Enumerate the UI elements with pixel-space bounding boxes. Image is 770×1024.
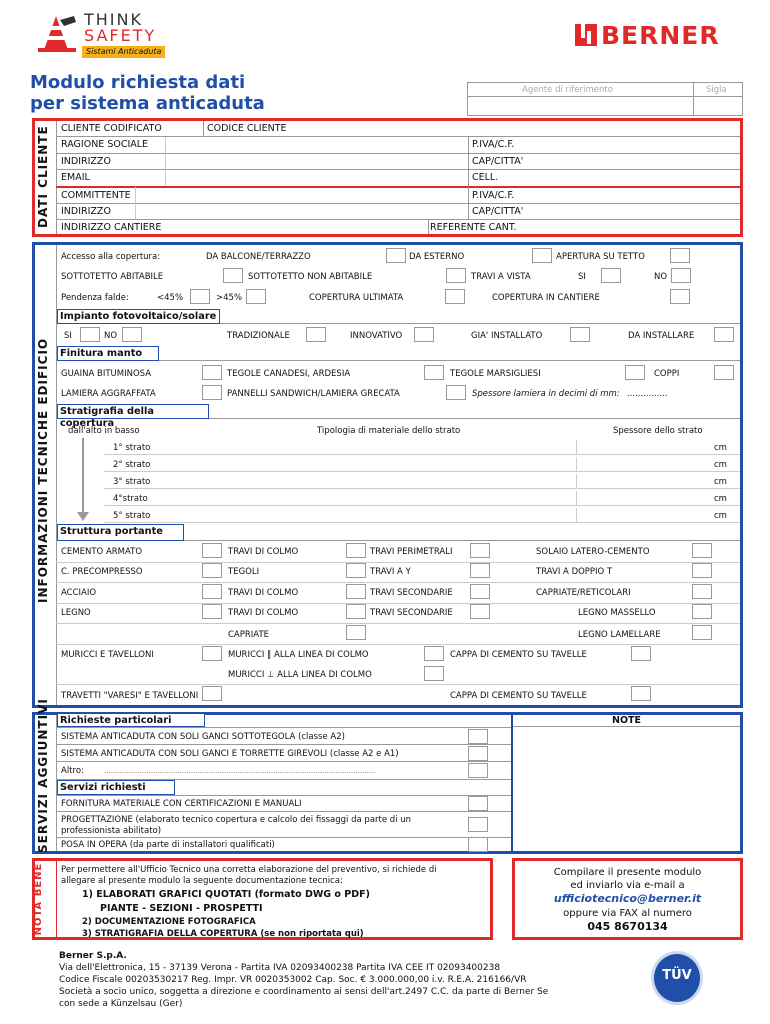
- sigla-field[interactable]: [694, 97, 743, 116]
- pendenza-label: Pendenza falde:: [61, 293, 129, 303]
- cliente-codificato[interactable]: CLIENTE CODIFICATO: [61, 123, 162, 134]
- chk-muricci[interactable]: [202, 646, 222, 661]
- strato-label: 5° strato: [113, 511, 151, 521]
- struttura-option: TRAVI A DOPPIO T: [536, 567, 613, 577]
- chk-muricci-perp[interactable]: [424, 666, 444, 681]
- opt-sott-abit: SOTTOTETTO ABITABILE: [61, 272, 164, 282]
- opt-no: NO: [654, 272, 668, 282]
- struttura-checkbox[interactable]: [470, 543, 490, 558]
- chk-coppi[interactable]: [714, 365, 734, 380]
- strato-label: 1° strato: [113, 443, 151, 453]
- opt-tradizionale: TRADIZIONALE: [227, 331, 290, 341]
- cap-cliente[interactable]: CAP/CITTA': [472, 156, 524, 167]
- chk-apertura[interactable]: [670, 248, 690, 263]
- opt-tegole-can: TEGOLE CANADESI, ARDESIA: [227, 369, 351, 379]
- opt-foto-si: SI: [64, 331, 72, 341]
- logo-tagline: Sistami Anticaduta: [82, 46, 165, 58]
- struttura-checkbox[interactable]: [202, 584, 222, 599]
- chk-lt45[interactable]: [190, 289, 210, 304]
- struttura-checkbox[interactable]: [202, 543, 222, 558]
- altro-label: Altro:: [61, 766, 84, 776]
- struttura-option: TRAVI SECONDARIE: [370, 608, 453, 618]
- struttura-option: CAPRIATE/RETICOLARI: [536, 588, 631, 598]
- indirizzo-cliente[interactable]: INDIRIZZO: [61, 156, 111, 167]
- contact-line-2: ed inviarlo via e-mail a: [570, 880, 685, 891]
- tuv-badge-icon: [651, 951, 703, 1005]
- chk-sott-nonabit[interactable]: [446, 268, 466, 283]
- col-spessore: Spessore dello strato: [613, 426, 703, 436]
- indirizzo-cantiere[interactable]: INDIRIZZO CANTIERE: [61, 222, 162, 233]
- opt-muricci-perp: MURICCI ⊥ ALLA LINEA DI COLMO: [228, 670, 372, 680]
- opt-lt45: <45%: [157, 293, 184, 303]
- contact-line-1: Compilare il presente modulo: [553, 867, 702, 878]
- chk-cappa2[interactable]: [631, 686, 651, 701]
- opt-coppi: COPPI: [654, 369, 680, 379]
- struttura-checkbox[interactable]: [692, 563, 712, 578]
- richiesta-1: SISTEMA ANTICADUTA CON SOLI GANCI SOTTOTEGOLA (classe A2): [61, 732, 345, 742]
- logo-think: THINK: [84, 10, 143, 29]
- servizi-richiesti-heading: Servizi richiesti: [57, 780, 175, 795]
- chk-muricci-colmo[interactable]: [424, 646, 444, 661]
- chk-gt45[interactable]: [246, 289, 266, 304]
- struttura-option: ACCIAIO: [61, 588, 97, 598]
- struttura-checkbox[interactable]: [692, 584, 712, 599]
- opt-balcone: DA BALCONE/TERRAZZO: [206, 252, 311, 262]
- servizio-1: FORNITURA MATERIALE CON CERTIFICAZIONI E MANUALI: [61, 799, 302, 809]
- referente-cantiere[interactable]: REFERENTE CANT.: [430, 222, 517, 233]
- strato-cm-label: cm: [714, 460, 727, 470]
- struttura-option: TEGOLI: [228, 567, 260, 577]
- servizio-2a: PROGETTAZIONE (elaborato tecnico copertura e calcolo dei fissaggi da parte di un: [61, 815, 412, 825]
- strato-label: 3° strato: [113, 477, 151, 487]
- chk-cop-ultimata[interactable]: [445, 289, 465, 304]
- struttura-checkbox[interactable]: [346, 604, 366, 619]
- opt-travi-vista: TRAVI A VISTA: [471, 272, 531, 282]
- chk-richiesta-2[interactable]: [468, 746, 488, 761]
- servizio-2b: professionista abilitato): [61, 826, 162, 836]
- chk-gia-install[interactable]: [570, 327, 590, 342]
- logo-safety: SAFETY: [84, 26, 157, 45]
- cell-field[interactable]: CELL.: [472, 172, 499, 183]
- strato-material-field[interactable]: [200, 440, 570, 454]
- opt-pannelli: PANNELLI SANDWICH/LAMIERA GRECATA: [227, 389, 400, 399]
- col-dall-alto: dall'alto in basso: [68, 426, 140, 436]
- richieste-heading: Richieste particolari: [57, 713, 205, 727]
- servizi-label: SERVIZI AGGIUNTIVI: [36, 698, 50, 853]
- struttura-checkbox[interactable]: [346, 543, 366, 558]
- opt-foto-no: NO: [104, 331, 118, 341]
- chk-balcone[interactable]: [386, 248, 406, 263]
- struttura-option: TRAVI PERIMETRALI: [370, 547, 453, 557]
- cone-icon: [30, 12, 82, 52]
- nota-bene-label: NOTA BENE: [33, 862, 44, 936]
- struttura-option: SOLAIO LATERO-CEMENTO: [536, 547, 650, 557]
- opt-muricci: MURICCI E TAVELLONI: [61, 650, 154, 660]
- info-tecniche-label: INFORMAZIONI TECNICHE EDIFICIO: [36, 337, 50, 603]
- struttura-checkbox[interactable]: [692, 543, 712, 558]
- spessore-lamiera-value[interactable]: ...............: [627, 389, 668, 399]
- berner-wordmark: BERNER: [601, 21, 720, 50]
- opt-cop-cantiere: COPERTURA IN CANTIERE: [492, 293, 600, 303]
- agent-label: Agente di riferimento: [522, 85, 613, 95]
- chk-servizio-3[interactable]: [468, 837, 488, 852]
- accesso-label: Accesso alla copertura:: [61, 252, 161, 262]
- struttura-checkbox[interactable]: [202, 563, 222, 578]
- chk-travi-si[interactable]: [601, 268, 621, 283]
- altro-field[interactable]: ..........................................................................................................................: [104, 767, 376, 775]
- nota-line-1: Per permettere all'Ufficio Tecnico una corretta elaborazione del preventivo, si richiede di: [61, 865, 437, 875]
- struttura-option: CEMENTO ARMATO: [61, 547, 143, 557]
- strato-material-field[interactable]: [200, 508, 570, 522]
- struttura-heading: Struttura portante: [57, 524, 184, 541]
- fotovoltaico-heading: Impianto fotovoltaico/solare: [57, 309, 220, 324]
- struttura-option: TRAVI SECONDARIE: [370, 588, 453, 598]
- dati-cliente-label: DATI CLIENTE: [36, 125, 50, 228]
- opt-guaina: GUAINA BITUMINOSA: [61, 369, 152, 379]
- struttura-option: TRAVI DI COLMO: [228, 608, 299, 618]
- footer-line-2: Codice Fiscale 00203530217 Reg. Impr. VR 0020353002 Cap. Soc. € 3.000.000,00 i.v. R.E.A. 216166/VR: [59, 975, 527, 985]
- chk-travi-no[interactable]: [671, 268, 691, 283]
- struttura-option: C. PRECOMPRESSO: [61, 567, 143, 577]
- struttura-checkbox[interactable]: [202, 604, 222, 619]
- struttura-option: LEGNO: [61, 608, 91, 618]
- note-area[interactable]: [514, 728, 740, 850]
- opt-tegole-mars: TEGOLE MARSIGLIESI: [450, 369, 541, 379]
- opt-muricci-colmo: MURICCI ‖ ALLA LINEA DI COLMO: [228, 650, 369, 660]
- struttura-option: TRAVI DI COLMO: [228, 547, 299, 557]
- codice-cliente[interactable]: CODICE CLIENTE: [207, 123, 287, 134]
- chk-sott-abit[interactable]: [223, 268, 243, 283]
- col-tipologia: Tipologia di materiale dello strato: [317, 426, 461, 436]
- nota-line-2: allegare al presente modulo la seguente documentazione tecnica:: [61, 876, 343, 886]
- struttura-option: LEGNO MASSELLO: [578, 608, 656, 618]
- footer-line-3: Società a socio unico, soggetta a direzione e coordinamento ai sensi dell'art.2497 C.C. da parte di Berner Se: [59, 987, 549, 997]
- think-safety-logo: [30, 12, 175, 60]
- strato-label: 4°strato: [113, 494, 148, 504]
- chk-foto-si[interactable]: [80, 327, 100, 342]
- struttura-option: TRAVI DI COLMO: [228, 588, 299, 598]
- opt-da-install: DA INSTALLARE: [628, 331, 695, 341]
- page-title-1: Modulo richiesta dati: [30, 72, 246, 93]
- chk-servizio-1[interactable]: [468, 796, 488, 811]
- opt-gia-install: GIA' INSTALLATO: [471, 331, 543, 341]
- arrow-head-icon: [77, 512, 89, 522]
- opt-cappa1: CAPPA DI CEMENTO SU TAVELLE: [450, 650, 587, 660]
- opt-lamiera: LAMIERA AGGRAFFATA: [61, 389, 156, 399]
- chk-innovativo[interactable]: [414, 327, 434, 342]
- opt-cappa2: CAPPA DI CEMENTO SU TAVELLE: [450, 691, 587, 701]
- chk-tegole-can[interactable]: [424, 365, 444, 380]
- struttura-checkbox[interactable]: [346, 584, 366, 599]
- chk-capriate[interactable]: [346, 625, 366, 640]
- nota-item-1: 1) ELABORATI GRAFICI QUOTATI (formato DWG o PDF): [82, 889, 370, 900]
- indirizzo-committente[interactable]: INDIRIZZO: [61, 206, 111, 217]
- piva-committente[interactable]: P.IVA/C.F.: [472, 190, 515, 201]
- chk-travetti[interactable]: [202, 686, 222, 701]
- piva-cliente[interactable]: P.IVA/C.F.: [472, 139, 515, 150]
- chk-esterno[interactable]: [532, 248, 552, 263]
- email-field[interactable]: EMAIL: [61, 172, 90, 183]
- opt-capriate: CAPRIATE: [228, 630, 270, 640]
- committente[interactable]: COMMITTENTE: [61, 190, 131, 201]
- strato-cm-label: cm: [714, 494, 727, 504]
- opt-sott-nonabit: SOTTOTETTO NON ABITABILE: [248, 272, 373, 282]
- stratigrafia-heading: Stratigrafia della copertura: [57, 404, 209, 419]
- opt-innovativo: INNOVATIVO: [350, 331, 403, 341]
- ragione-sociale[interactable]: RAGIONE SOCIALE: [61, 139, 149, 150]
- strato-material-field[interactable]: [200, 491, 570, 505]
- chk-da-install[interactable]: [714, 327, 734, 342]
- sigla-label: Sigla: [706, 85, 727, 95]
- richiesta-2: SISTEMA ANTICADUTA CON SOLI GANCI E TORRETTE GIREVOLI (classe A2 e A1): [61, 749, 399, 759]
- opt-travetti: TRAVETTI "VARESI" E TAVELLONI: [61, 691, 199, 701]
- berner-logo: [575, 22, 735, 50]
- struttura-checkbox[interactable]: [470, 563, 490, 578]
- strato-cm-label: cm: [714, 477, 727, 487]
- nota-item-1b: PIANTE - SEZIONI - PROSPETTI: [100, 903, 263, 914]
- chk-pannelli[interactable]: [446, 385, 466, 400]
- chk-altro[interactable]: [468, 763, 488, 778]
- chk-cop-cantiere[interactable]: [670, 289, 690, 304]
- note-heading: NOTE: [612, 715, 641, 726]
- opt-esterno: DA ESTERNO: [409, 252, 465, 262]
- down-arrow-icon: [82, 438, 84, 514]
- opt-apertura: APERTURA SU TETTO: [556, 252, 645, 262]
- contact-fax: 045 8670134: [587, 920, 668, 933]
- nota-item-2: 2) DOCUMENTAZIONE FOTOGRAFICA: [82, 917, 256, 927]
- footer-line-1: Via dell'Elettronica, 15 - 37139 Verona - Partita IVA 02093400238 Partita IVA CEE IT 02093400238: [59, 963, 501, 973]
- tuv-label: TÜV: [662, 968, 692, 983]
- struttura-checkbox[interactable]: [692, 604, 712, 619]
- opt-legno-lam: LEGNO LAMELLARE: [578, 630, 661, 640]
- struttura-checkbox[interactable]: [470, 584, 490, 599]
- agent-box: [467, 82, 743, 116]
- spessore-lamiera: Spessore lamiera in decimi di mm:: [472, 389, 620, 399]
- chk-servizio-2[interactable]: [468, 817, 488, 832]
- struttura-checkbox[interactable]: [470, 604, 490, 619]
- chk-cappa1[interactable]: [631, 646, 651, 661]
- page-title-2: per sistema anticaduta: [30, 93, 265, 114]
- contact-email[interactable]: ufficiotecnico@berner.it: [553, 892, 702, 905]
- struttura-option: TRAVI A Y: [370, 567, 411, 577]
- opt-cop-ultimata: COPERTURA ULTIMATA: [309, 293, 404, 303]
- strato-cm-label: cm: [714, 443, 727, 453]
- servizio-3: POSA IN OPERA (da parte di installatori qualificati): [61, 840, 275, 850]
- strato-label: 2° strato: [113, 460, 151, 470]
- strato-cm-label: cm: [714, 511, 727, 521]
- opt-si: SI: [578, 272, 586, 282]
- struttura-checkbox[interactable]: [346, 563, 366, 578]
- contact-line-4: oppure via FAX al numero: [563, 908, 692, 919]
- chk-foto-no[interactable]: [122, 327, 142, 342]
- footer-line-4: con sede a Künzelsau (Ger): [59, 999, 183, 1009]
- chk-tradizionale[interactable]: [306, 327, 326, 342]
- strato-material-field[interactable]: [200, 457, 570, 471]
- berner-mark-icon: [575, 24, 597, 46]
- chk-tegole-mars[interactable]: [625, 365, 645, 380]
- opt-gt45: >45%: [216, 293, 243, 303]
- nota-item-3: 3) STRATIGRAFIA DELLA COPERTURA (se non riportata qui): [82, 929, 364, 939]
- footer-company: Berner S.p.A.: [59, 951, 127, 961]
- cap-committente[interactable]: CAP/CITTA': [472, 206, 524, 217]
- strato-material-field[interactable]: [200, 474, 570, 488]
- agent-field[interactable]: [469, 97, 692, 116]
- chk-lamiera[interactable]: [202, 385, 222, 400]
- chk-richiesta-1[interactable]: [468, 729, 488, 744]
- finitura-heading: Finitura manto: [57, 346, 159, 361]
- chk-legno-lam[interactable]: [692, 625, 712, 640]
- chk-guaina[interactable]: [202, 365, 222, 380]
